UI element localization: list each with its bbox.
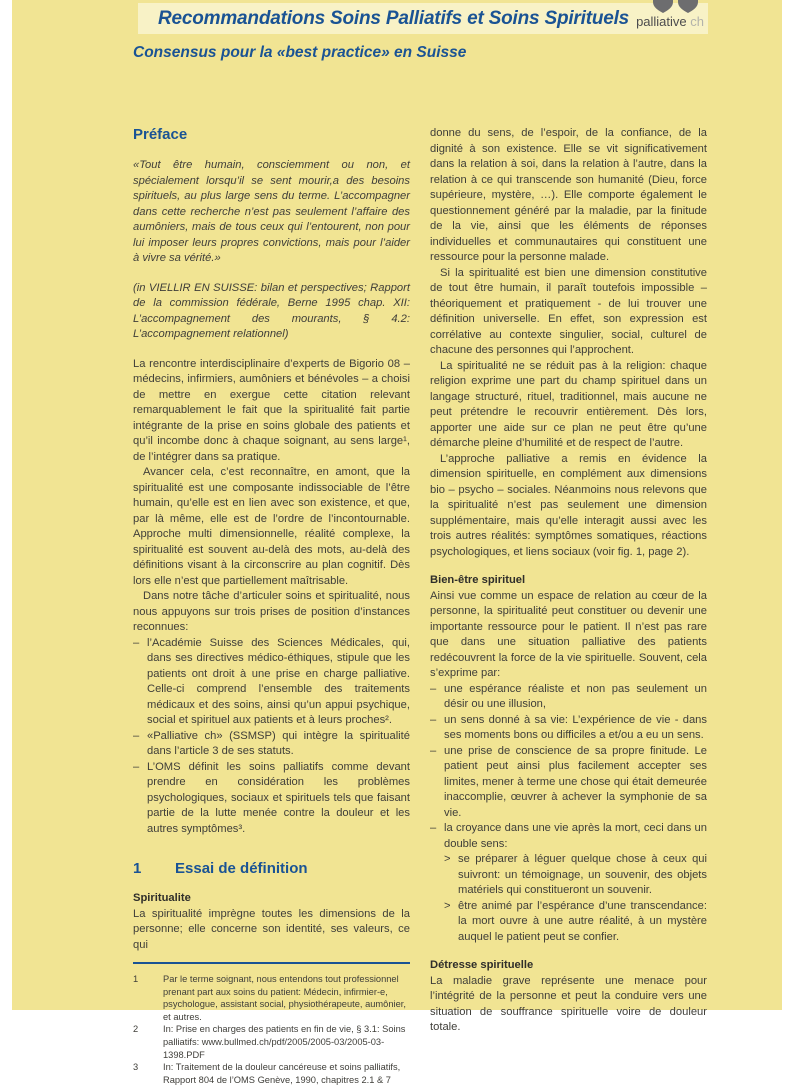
list-item — [133, 636, 410, 729]
footnote — [133, 1061, 410, 1086]
sub-bullet-marker: > — [444, 853, 451, 865]
logo-wordmark — [636, 14, 704, 29]
paragraph: Avancer cela, c’est reconnaître, en amont, que la spiritualité est une composante indissociable de l’être humain, qu’elle est en lien avec son existence, et que, par là même, elle est de l’ordre de l’incontournable. Approche multi dimensionnelle, réalité complexe, la spiritualité est souvent au-delà des mots, au-delà des définitions visant à la circonscrire au plan cognitif. Dès lors elle n’est que partiellement maîtrisable. — [133, 466, 410, 587]
bullet-text: la croyance dans une vie après la mort, ceci dans un double sens: — [444, 822, 707, 850]
footnote-text: In: Prise en charges des patients en fin de vie, § 3.1: Soins palliatifs: www.bullmed.ch/pdf/2005/2005-03/2005-03-1398.PDF — [163, 1024, 406, 1060]
paragraph: L’approche palliative a remis en évidence la dimension spirituelle, en complément aux dimensions bio – psycho – sociales. Néanmoins nous relevons que la spiritualité n’est pas seulement une dimension supplémentaire, mais qu’elle interagit aussi avec les trois autres réalités: symptômes somatiques, réactions psychologiques, et liens sociaux (voir fig. 1, page 2). — [430, 452, 707, 558]
footnote-number: 2 — [133, 1024, 139, 1035]
palliative-hearts-icon — [652, 0, 700, 13]
paragraph: La spiritualité ne se réduit pas à la religion: chaque religion exprime une part du champ spirituel dans un langage structuré, rituel, traditionnel, mais aucune ne peut prétendre le recouvrir entièrement. Dès lors, apporter une aide sur ce plan ne peut être qu’une démarche pleine d’humilité et de respect de l’autre. — [430, 359, 707, 449]
sub-list-item — [444, 852, 707, 899]
section-number: 1 — [133, 860, 142, 877]
two-column-body — [133, 126, 707, 1086]
sub-bullet-text: se préparer à léguer quelque chose à ceux qui suivront: un témoignage, un souvenir, des objets matériels qui constitueront un souvenir. — [458, 853, 707, 896]
section-title: Essai de définition — [175, 860, 308, 877]
bullet-marker: – — [133, 760, 140, 773]
citation-paragraph: (in VIELLIR EN SUISSE: bilan et perspectives; Rapport de la commission fédérale, Berne 1995 chap. XII: L’accompagnement des mourants, § 4.2: L’accompagnement relationnel) — [133, 281, 410, 340]
bien-etre-heading: Bien-être spirituel — [430, 574, 526, 586]
page-title: Recommandations Soins Palliatifs et Soins Spirituels — [158, 8, 630, 29]
page-subtitle: Consensus pour la «best practice» en Suisse — [133, 44, 467, 61]
footnote-text: In: Traitement de la douleur cancéreuse et soins palliatifs, Rapport 804 de l’OMS Genève, 1990, chapitres 2.1 & 7 — [163, 1062, 401, 1085]
paragraph: La maladie grave représente une menace pour l’intégrité de la personne et peut la conduire vers une situation de souffrance spirituelle voire de douleur totale. — [430, 974, 707, 1033]
bullet-text: «Palliative ch» (SSMSP) qui intègre la spiritualité dans l’article 3 de ses statuts. — [147, 729, 410, 757]
bullet-marker: – — [430, 822, 437, 834]
footnote — [133, 973, 410, 1023]
document-page — [12, 0, 782, 1085]
bullet-marker: – — [133, 636, 140, 649]
left-column — [133, 126, 410, 1086]
list-item — [430, 682, 707, 713]
list-item — [133, 760, 410, 838]
header-band — [138, 3, 708, 34]
list-item — [430, 821, 707, 852]
subsection-heading: Spiritualite — [133, 892, 191, 904]
paragraph: Ainsi vue comme un espace de relation au cœur de la personne, la spiritualité peut constituer ou devenir une importante ressource pour le patient. Il n’est pas rare que dans une situation palliative des patients redécouvrent la force de la vie spirituelle. Souvent, cela s’exprime par: — [430, 589, 707, 679]
paragraph: La rencontre interdisciplinaire d’experts de Bigorio 08 – médecins, infirmiers, aumôniers et bénévoles – a choisi de mettre en exergue cette citation relevant remarquablement le fait que la spiritualité fait partie intégrante de la prise en soins globale des patients et qu’il incombe donc à chaque soignant, au sens large¹, de l’intégrer dans sa pratique. — [133, 357, 410, 463]
bullet-text: un sens donné à sa vie: L’expérience de vie - dans ses moments bons ou difficiles a et/ou a eu un sens. — [444, 713, 707, 741]
bullet-marker: – — [430, 744, 437, 757]
preface-heading: Préface — [133, 126, 188, 143]
paragraph: Dans notre tâche d’articuler soins et spiritualité, nous nous appuyons sur trois prises de position d’instances reconnues: — [133, 590, 410, 633]
paragraph: Si la spiritualité est bien une dimension constitutive de tout être humain, il paraît toutefois impossible – théoriquement et pratiquement - de lui trouver une définition universelle. En effet, son expression est corrélative au contexte singulier, social, culturel de chacune des personnes qui l’approchent. — [430, 266, 707, 356]
bullet-text: L’OMS définit les soins palliatifs comme devant prendre en considération les problèmes psychologiques, sociaux et spirituels tels que faisant partie de la lutte menée contre la douleur et les autres symptômes³. — [147, 760, 410, 835]
bullet-marker: – — [430, 682, 437, 695]
sub-list-item — [444, 899, 707, 946]
bullet-text: une espérance réaliste et non pas seulement un désir ou une illusion, — [444, 682, 707, 710]
footnote-number: 3 — [133, 1062, 139, 1073]
list-item — [133, 729, 410, 760]
sub-bullet-text: être animé par l’espérance d’une transcendance: la mort ouvre à une autre réalité, à un mystère auquel le patient peut se confier. — [458, 899, 707, 943]
footnote-divider — [133, 962, 410, 973]
logo-word-palliative: palliative — [636, 14, 687, 29]
bullet-text: l’Académie Suisse des Sciences Médicales, qui, dans ses directives médico-éthiques, stipule que les patients ont droit à une prise en charge palliative. Celle-ci comprend l’ensemble des traitements médicaux et des soins, ainsi qu’un appui psychique, social et spirituel aux patients et à leurs proches². — [147, 636, 410, 726]
bullet-marker: – — [133, 729, 140, 742]
paragraph: donne du sens, de l’espoir, de la confiance, de la dignité à son existence. Elle se vit significativement dans la relation à soi, dans la relation à l’autre, dans la relation à ce qui transcende son humanité (Dieu, force supérieure, mystère, …). Elle comporte également le questionnement généré par la maladie, par la finitude de la vie, ainsi que les éléments de réponses individuelles et communautaires qui constituent une ressource pour la personne malade. — [430, 127, 707, 263]
footnote-number: 1 — [133, 974, 139, 984]
list-item — [430, 713, 707, 744]
footnote — [133, 1023, 410, 1061]
paragraph: La spiritualité imprègne toutes les dimensions de la personne; elle concerne son identité, ses valeurs, ce qui — [133, 907, 410, 951]
quote-paragraph: «Tout être humain, consciemment ou non, et spécialement lorsqu’il se sent mourir,a des besoins spirituels, au plus large sens du terme. L’accompagner dans cette recherche n’est pas seulement l’affaire des aumôniers, mais de tous ceux qui l’entourent, non pour lui imposer leurs propres convictions, mais pour l’aider à vivre sa vérité.» — [133, 159, 410, 264]
right-column — [430, 126, 707, 1086]
section-heading — [133, 859, 410, 878]
detresse-heading: Détresse spirituelle — [430, 959, 534, 971]
footnote-text: Par le terme soignant, nous entendons tout professionnel prenant part aux soins du patient: Médecin, infirmier-e, psychologue, assistant social, physiothérapeute, aumônier, et autres. — [163, 974, 406, 1022]
logo-word-ch: ch — [686, 14, 704, 29]
list-item — [430, 744, 707, 822]
bullet-text: une prise de conscience de sa propre finitude. Le patient peut ainsi plus facilement accepter ses limites, mener à terme une chose qui était demeurée inaccomplie, œuvrer à achever la symphonie de sa vie. — [444, 744, 707, 819]
sub-bullet-marker: > — [444, 899, 451, 912]
bullet-marker: – — [430, 713, 437, 726]
